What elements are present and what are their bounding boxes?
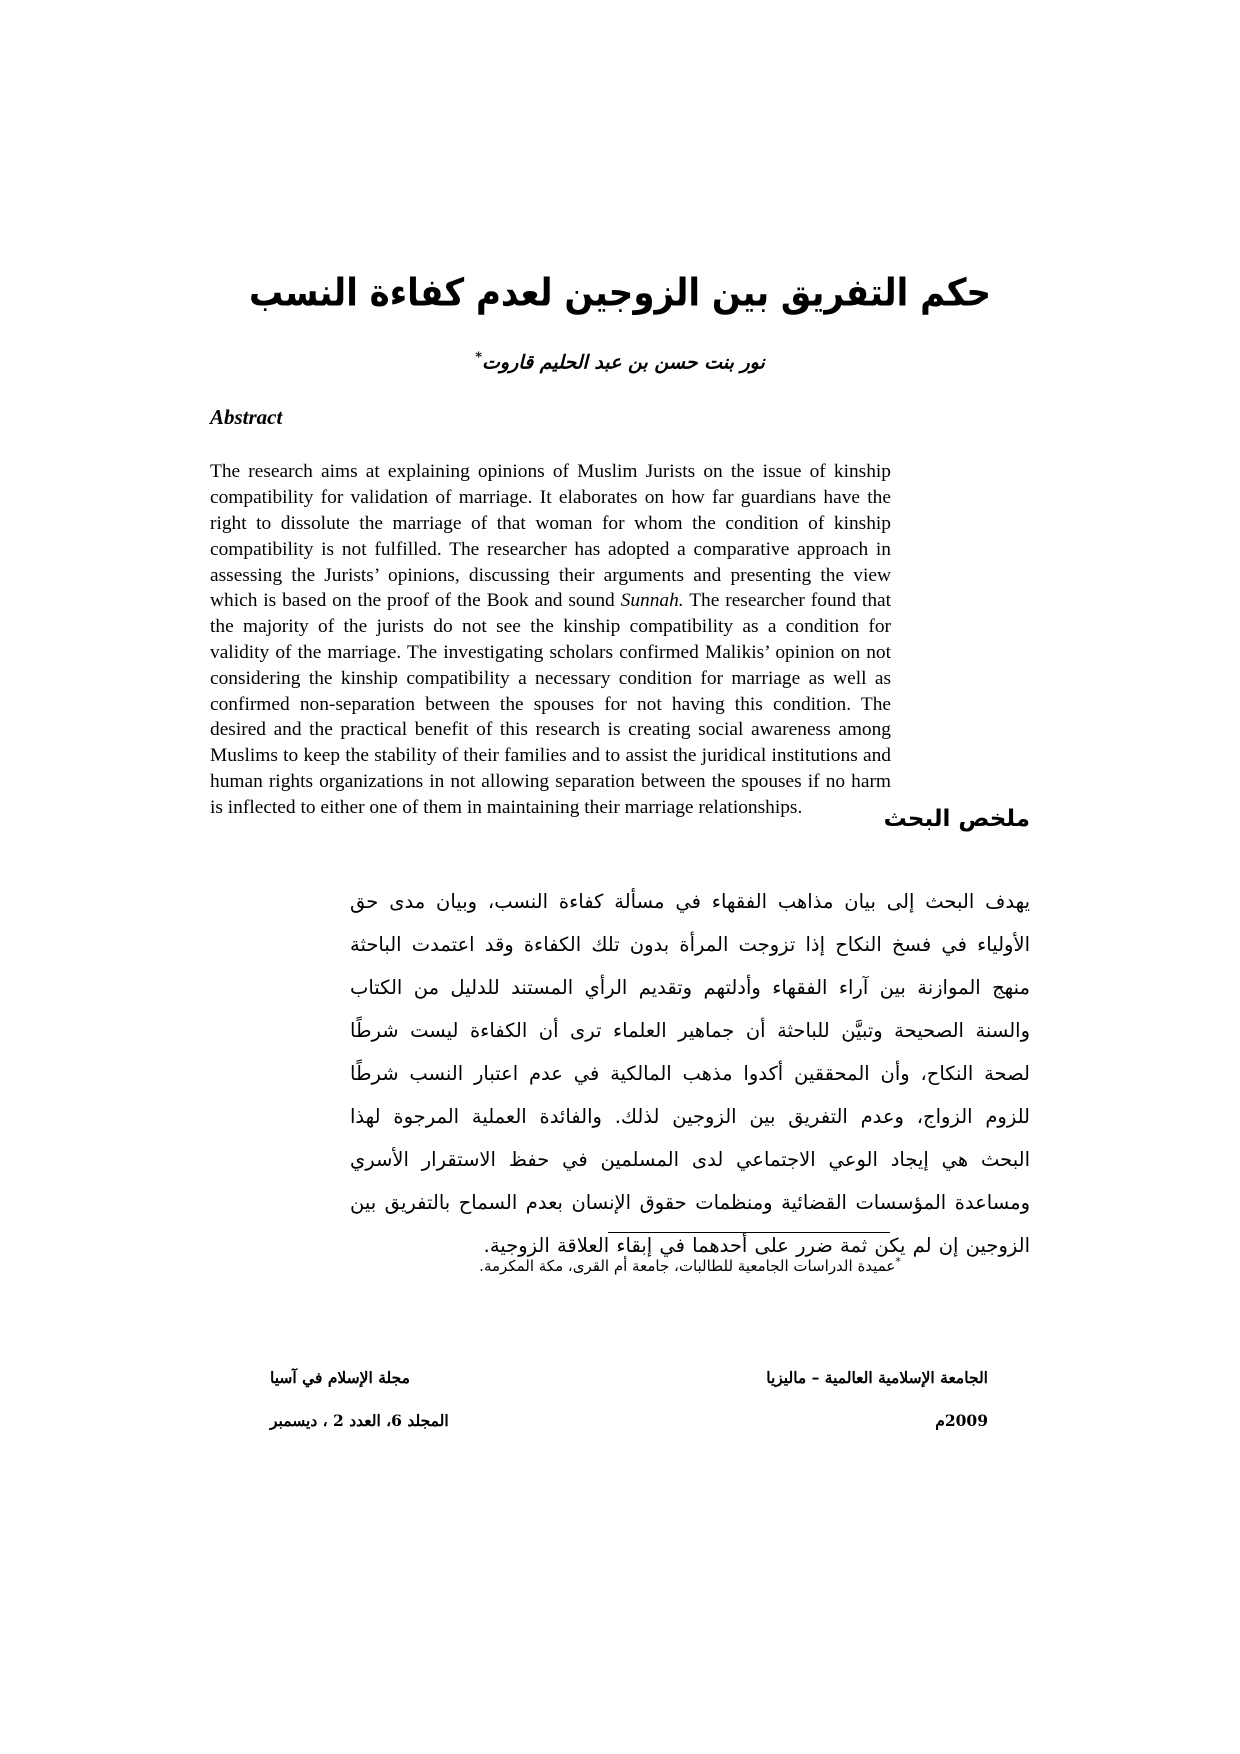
page-title: حكم التفريق بين الزوجين لعدم كفاءة النسب [248, 270, 992, 316]
abstract-body [210, 459, 891, 820]
footnote-separator-rule [608, 1232, 890, 1233]
abstract-italic-term: Sunnah. [620, 590, 684, 612]
author-name-text: نور بنت حسن بن عبد الحليم قاروت [482, 351, 765, 374]
footnote-text: عميدة الدراسات الجامعية للطالبات، جامعة أم القرى، مكة المكرمة. [479, 1257, 896, 1275]
footer-issue-right: 2009م [935, 1411, 988, 1430]
footer-row-issue [210, 1411, 1030, 1430]
footer-issue-left: المجلد 6، العدد 2 ، ديسمبر [270, 1411, 449, 1430]
author-name [475, 350, 765, 373]
arabic-summary-heading: ملخص البحث [883, 806, 1030, 832]
footer-row-journal [210, 1368, 1030, 1387]
footer-journal-left: مجلة الإسلام في آسيا [270, 1368, 410, 1387]
arabic-summary-body: يهدف البحث إلى بيان مذاهب الفقهاء في مسألة كفاءة النسب، وبيان مدى حق الأولياء في فسخ النكاح إذا تزوجت المرأة بدون تلك الكفاءة وقد اعتمدت الباحثة منهج الموازنة بين آراء الفقهاء وأدلتهم وتقديم الرأي المستند للدليل من الكتاب والسنة الصحيحة وتبيَّن للباحثة أن جماهير العلماء ترى أن الكفاءة ليست شرطًا لصحة النكاح، وأن المحققين أكدوا مذهب المالكية في عدم اعتبار النسب شرطًا للزوم الزواج، وعدم التفريق بين الزوجين لذلك. والفائدة العملية المرجوة لهذا البحث هي إيجاد الوعي الاجتماعي لدى المسلمين في حفظ الاستقرار الأسري ومساعدة المؤسسات القضائية ومنظمات حقوق الإنسان بعدم السماح بالتفريق بين الزوجين إن لم يكن ثمة ضرر على أحدهما في إبقاء العلاقة الزوجية. [350, 889, 1030, 1257]
author-block [0, 350, 1240, 373]
title-block [0, 272, 1240, 315]
abstract-heading: Abstract [210, 405, 283, 429]
footnote-marker: * [895, 1255, 901, 1268]
abstract-part-2: The researcher found that the majority of the jurists do not see the kinship compatibility as a condition for validity of the marriage. The investigating scholars confirmed Malikis’ opinion on not considering the kinship compatibility a necessary condition for marriage as well as confirmed non-separation between the spouses for not having this condition. The desired and the practical benefit of this research is creating social awareness among Muslims to keep the stability of their families and to assist the juridical institutions and human rights organizations in not allowing separation between the spouses if no harm is inflected to either one of them in maintaining their marriage relationships. [210, 590, 892, 818]
author-footnote-marker: * [475, 350, 483, 365]
abstract-part-1: The research aims at explaining opinions of Muslim Jurists on the issue of kinship compatibility for validation of marriage. It elaborates on how far guardians have the right to dissolute the marriage of that woman for whom the condition of kinship compatibility is not fulfilled. The researcher has adopted a comparative approach in assessing the Jurists’ opinions, discussing their arguments and presenting the view which is based on the proof of the Book and sound [210, 461, 891, 612]
footer-journal-right: الجامعة الإسلامية العالمية – ماليزيا [766, 1368, 988, 1387]
page-footer [210, 1368, 1030, 1430]
footnote [350, 1250, 1030, 1278]
